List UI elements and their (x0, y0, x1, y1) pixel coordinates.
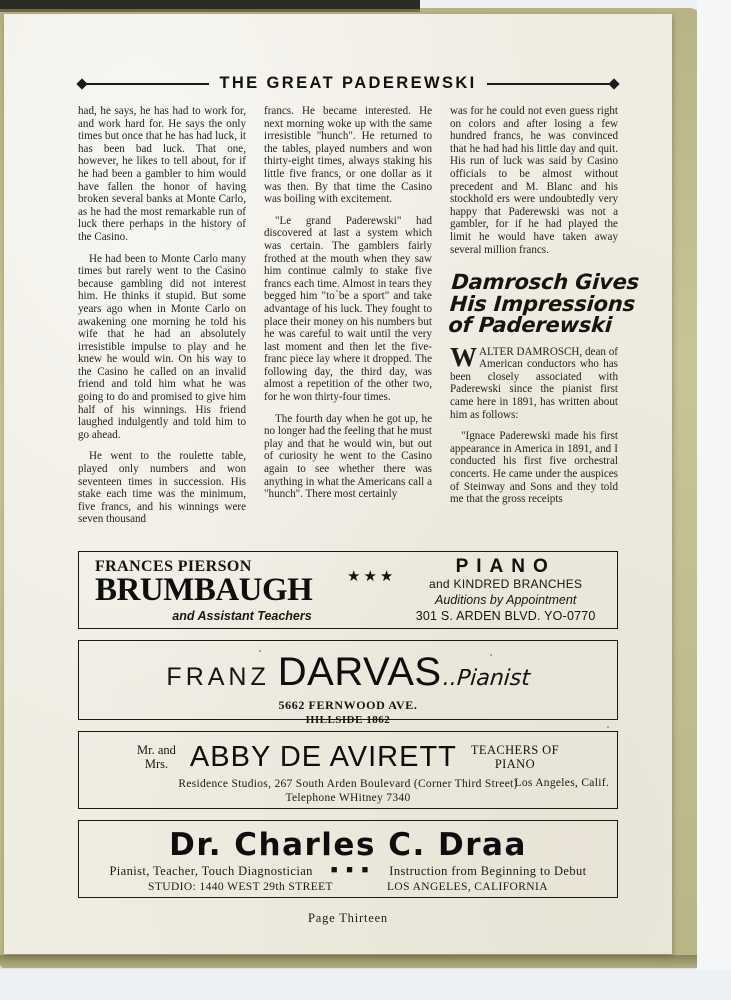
page-title: THE GREAT PADEREWSKI (219, 74, 477, 92)
ad-avirett-honorific-line2: Mrs. (144, 757, 169, 771)
scanner-bottom-margin (0, 970, 731, 1000)
paragraph: "Ignace Paderewski made his first appearance in America in 1891, and I conducted his first five orchestral concerts. He came under the auspices of Steinway and Sons and they told me that the gross receipts (450, 430, 618, 506)
running-head (78, 74, 618, 93)
ad-draa-subtitle: Pianist, Teacher, Touch Diagnostician (109, 864, 313, 878)
ad-brumbaugh-auditions: Auditions by Appointment (435, 592, 577, 607)
ad-draa-footer-row (79, 880, 617, 894)
ad-avirett-teachers-line1: TEACHERS OF (470, 743, 559, 757)
ad-draa-city: LOS ANGELES, CALIFORNIA (387, 881, 548, 893)
paragraph: "Le grand Paderewski" had discovered at last a system which was certain. The gamblers fairly frothed at the mouth when they saw him continue calmly to stake five francs each time. Almost in tears they begged him "to be a sport" and take advantage of his luck. They fought to place their money on his numbers but he was careful to wait until the very last moment and then let the five-franc piece lay where it dropped. The following day, the third day, was almost a repetition of the other two, for he won thirty-four times. (264, 214, 432, 404)
ad-avirett-surname: ABBY DE AVIRETT (189, 741, 457, 773)
ad-brumbaugh-surname: BRUMBAUGH (95, 571, 313, 608)
paragraph: was for he could not even guess right on colors and after losing a few hundred francs, he was convinced that he had had his little day and quit. His run of luck was said by Casino officials to be almost without precedent and M. Blanc and his stockhold ers were undoubtedly very happy that Paderewski was not a gambler, for if he had played the limit he would have taken away several million francs. (450, 105, 618, 256)
ad-avirett-honorific-line1: Mr. and (137, 743, 176, 757)
scanner-top-edge (0, 0, 420, 9)
ad-avirett-honorific (137, 743, 176, 771)
ad-darvas-name-line (79, 652, 617, 692)
ad-draa-name: Dr. Charles C. Draa (169, 827, 527, 863)
ad-brumbaugh-piano-label: PIANO (455, 555, 556, 577)
ad-avirett-teachers (471, 743, 559, 771)
page-folio: Page Thirteen (308, 911, 388, 925)
ad-avirett-telephone: Telephone WHitney 7340 (285, 792, 411, 804)
article-column-2 (264, 105, 432, 535)
scanner-right-margin (697, 0, 731, 1000)
paragraph: He went to the roulette table, played only numbers and won seventeen times in succession. His stake each time was the minimum, five francs, and his winnings were seven thousand (78, 450, 246, 526)
paragraph: francs. He became interested. He next morning woke up with the same irresistible "hunch". He returned to the tables, played numbers and won thirty-eight times, always staking his little five francs, or one dollar as it was then. By that time the Casino was boiling with excitement. (264, 105, 432, 206)
article-column-3 (447, 105, 640, 535)
subheading-line: of Paderewski (447, 313, 613, 338)
subheading-line: His Impressions (449, 291, 636, 316)
ad-draa[interactable] (78, 820, 618, 898)
ad-avirett-residence: Residence Studios, 267 South Arden Boulevard (Corner Third Street) (178, 778, 518, 790)
ad-avirett-city: Los Angeles, Calif. (514, 777, 609, 789)
section-subheading (447, 270, 640, 338)
three-squares-icon: ■ ■ ■ (330, 864, 372, 876)
ad-darvas-first-name: FRANZ (166, 663, 270, 691)
ad-draa-subtitle-row (79, 864, 617, 879)
ad-brumbaugh-first-name: FRANCES PIERSON (95, 557, 252, 575)
drop-cap: W (450, 341, 477, 372)
ad-draa-instruction: Instruction from Beginning to Debut (389, 864, 587, 878)
paragraph-text: ALTER DAMROSCH, dean of American conductors who has been closely associated with Paderewski since the pianist first came here in 1891, has written about him as follows: (450, 345, 618, 421)
paragraph-with-dropcap (450, 341, 618, 422)
article-columns (78, 105, 640, 535)
ad-avirett-teachers-line2: PIANO (494, 757, 536, 771)
diamond-ornament-icon (76, 78, 87, 89)
ad-darvas[interactable] (78, 640, 618, 726)
ad-brumbaugh-details (400, 557, 617, 624)
article-column-1 (78, 105, 246, 535)
ad-darvas-surname: DARVAS (277, 650, 442, 694)
ad-avirett[interactable] (78, 731, 618, 809)
paragraph: had, he says, he has had to work for, and work hard for. He says the only times but once that he has had luck, it has been bad luck. That one, however, he likes to tell about, for if he had been a gambler to him would have fallen the honor of having broken several banks at Monte Carlo, as he had the most remarkable run of luck there perhaps in the history of the Casino. (78, 105, 246, 243)
diamond-ornament-icon (608, 78, 619, 89)
ad-darvas-address: 5662 FERNWOOD AVE. (278, 698, 418, 712)
masthead-rule-left (78, 77, 209, 90)
advertisement-stack (78, 551, 618, 898)
ad-avirett-name-line (79, 742, 617, 772)
ad-brumbaugh-kindred-branches: and KINDRED BRANCHES (428, 576, 583, 591)
ad-avirett-details (79, 777, 617, 805)
page-backing-shadow (0, 955, 700, 969)
three-stars-icon: ★★★ (347, 568, 397, 585)
ad-darvas-profession: ..Pianist (441, 666, 531, 691)
ad-brumbaugh-name-block (79, 558, 347, 623)
paragraph: The fourth day when he got up, he no longer had the feeling that he must play and that he would win, but out of curiosity he went to the Casino again to see whether there was anything in what the Americans call a "hunch". There most certainly (264, 412, 432, 501)
ad-brumbaugh-address: 301 S. ARDEN BLVD. YO-0770 (415, 608, 596, 623)
paragraph: He had been to Monte Carlo many times but rarely went to the Casino because gambling did not interest him. He thinks it stupid. But some years ago when in Monte Carlo on awakening one morning he told his wife that he had an absolutely irresistible impulse to play and he knew he would win. On his way to the Casino he called on an invalid friend and told him what he was going to do and promised to give him half of his winnings. His friend laughed indulgently and told him to go ahead. (78, 252, 246, 441)
printed-page (4, 14, 672, 954)
ad-brumbaugh[interactable] (78, 551, 618, 629)
ad-darvas-phone: HILLSIDE 1862 (305, 714, 391, 726)
ad-brumbaugh-subtitle: and Assistant Teachers (172, 608, 312, 623)
masthead-rule-right (487, 77, 618, 90)
subheading-line: Damrosch Gives (450, 270, 640, 295)
ad-draa-studio: STUDIO: 1440 WEST 29th STREET (148, 881, 333, 893)
